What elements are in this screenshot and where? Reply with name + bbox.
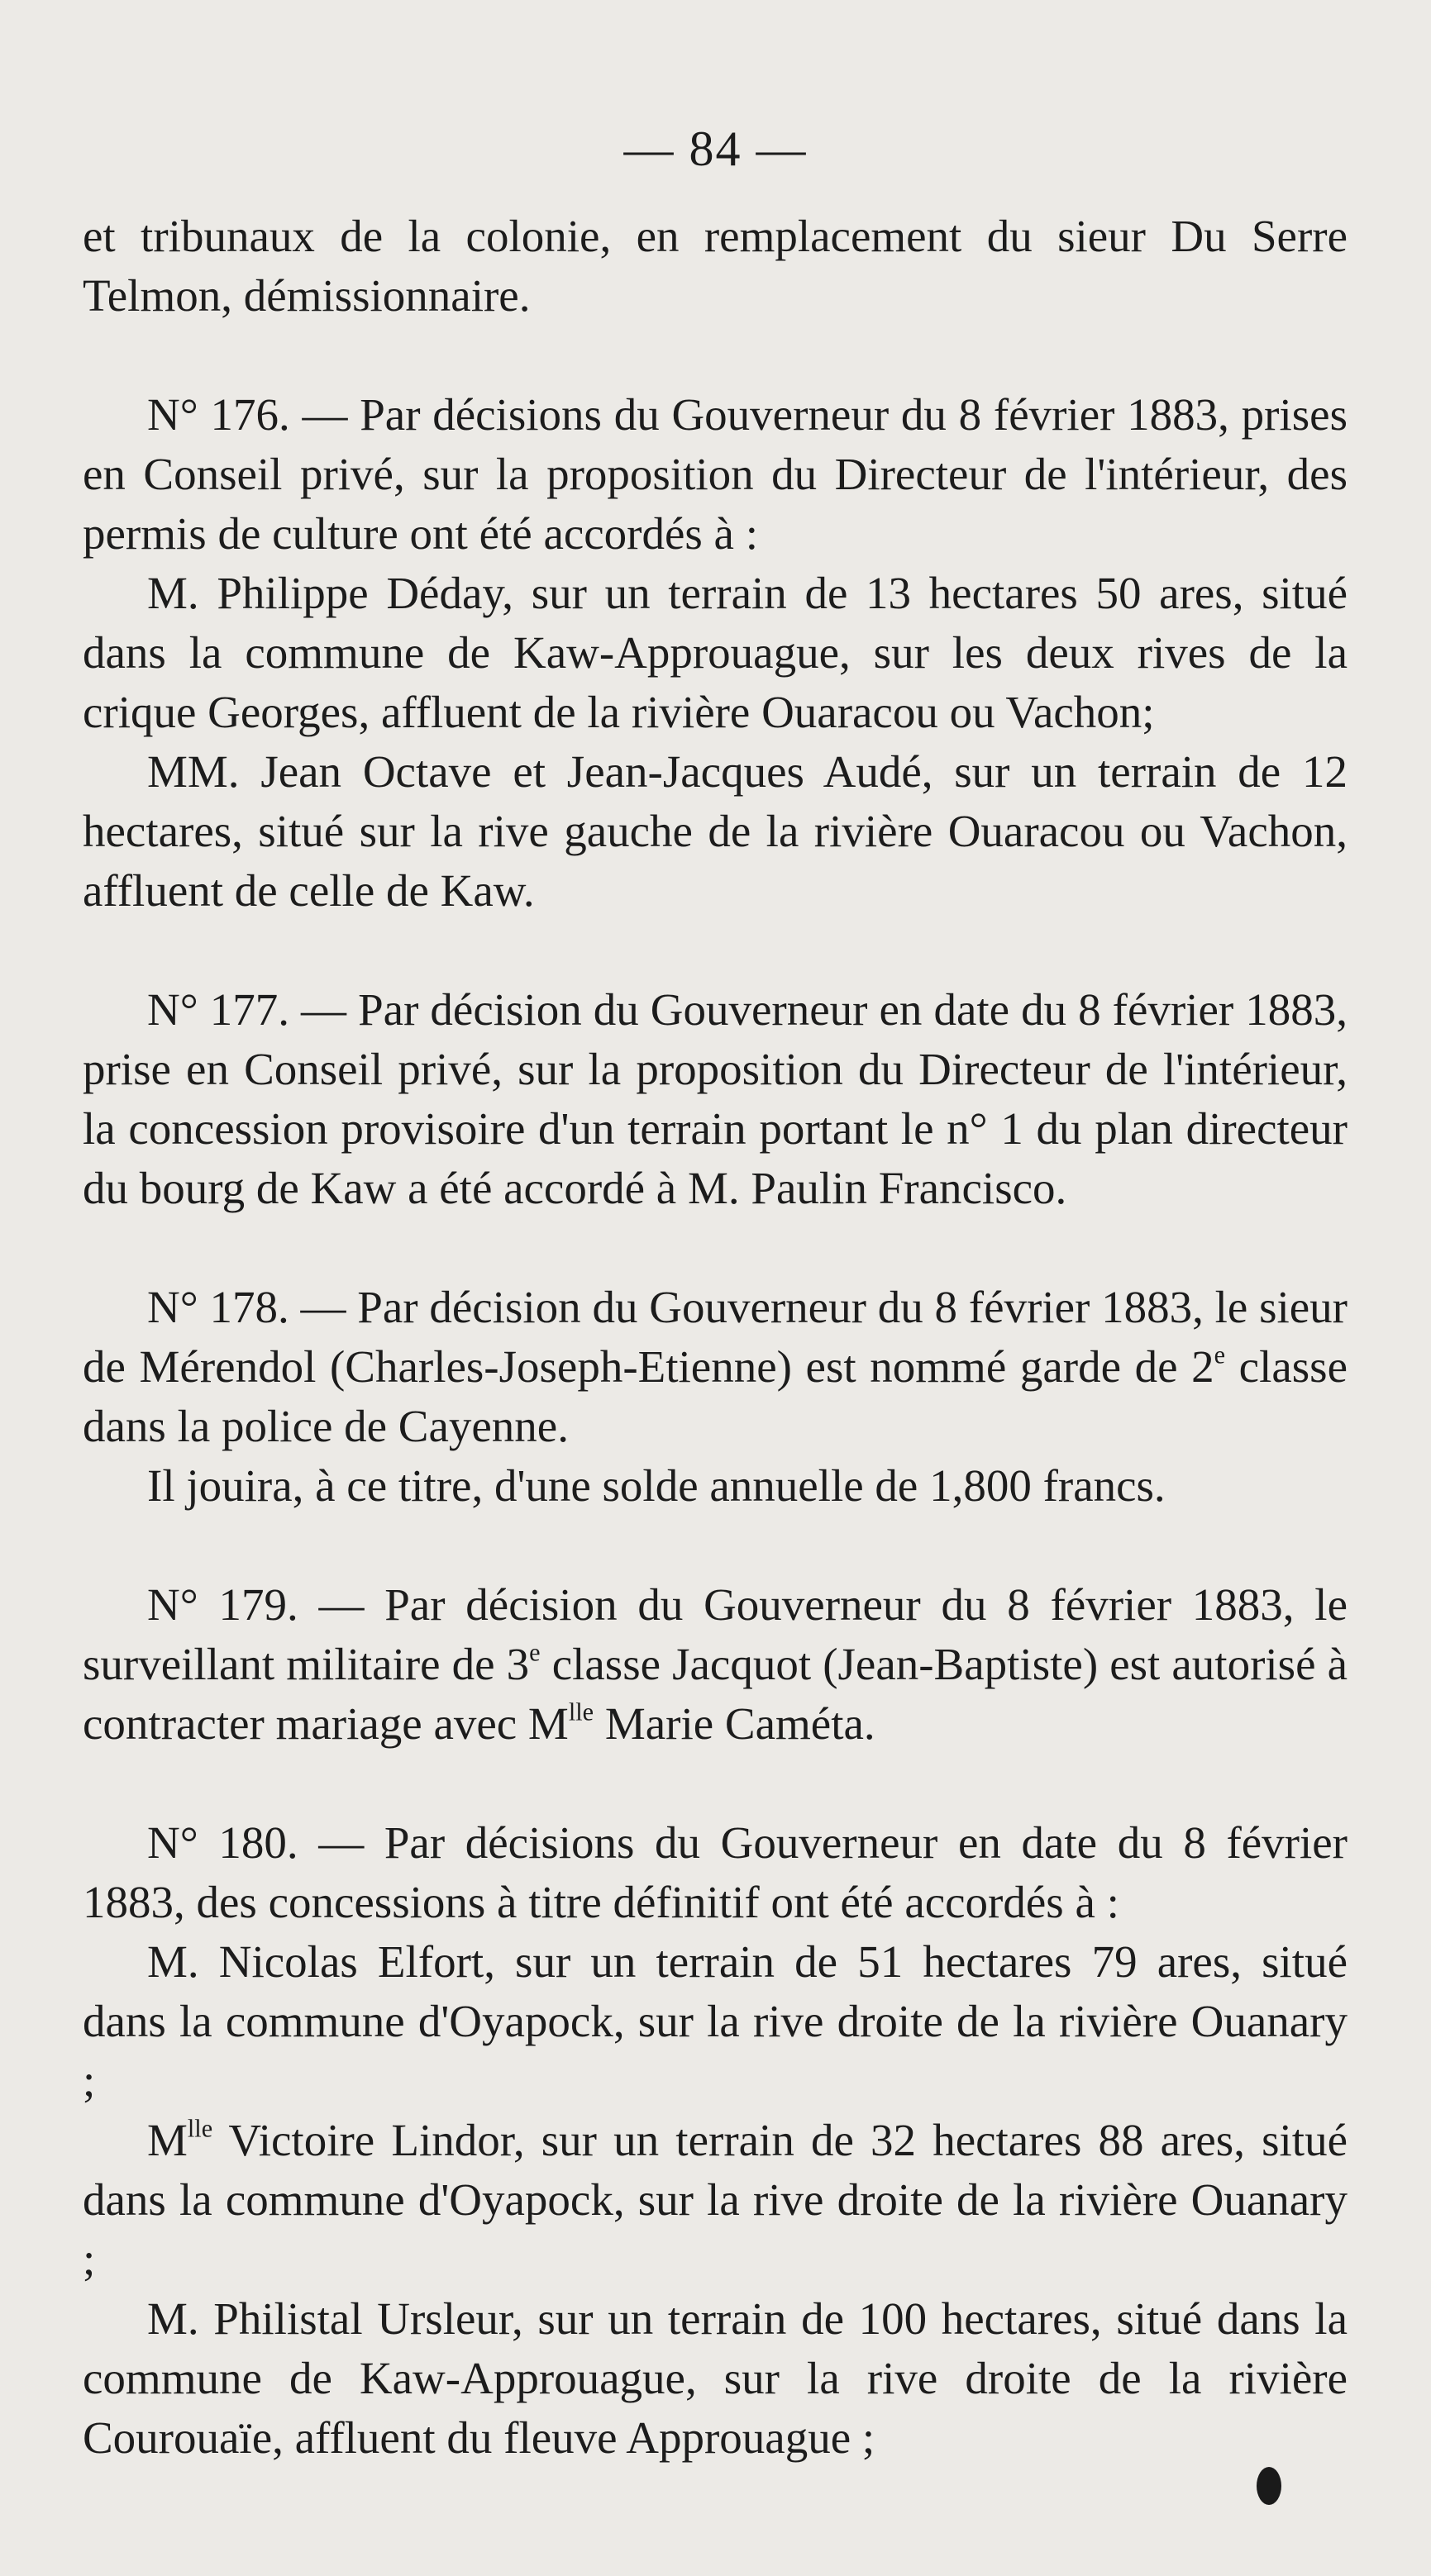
decision-179-text: N° 179. — Par décision du Gouverneur du 8 février 1883, le surveillant militaire de 3	[83, 1579, 1348, 1689]
decision-178-text: N° 178. — Par décision du Gouverneur du 8 février 1883, le sieur de Mérendol (Charles-Joseph-Etienne) est nommé garde de 2	[83, 1282, 1348, 1392]
ink-blot	[1257, 2467, 1281, 2505]
paragraph-permit-deday: M. Philippe Déday, sur un terrain de 13 hectares 50 ares, situé dans la commune de Kaw-Approuague, sur les deux rives de la crique Georges, affluent de la rivière Ouaracou ou Vachon;	[83, 568, 1348, 737]
title-superscript: lle	[187, 2114, 213, 2143]
paragraph-decision-178	[83, 1278, 1348, 1456]
page-number: — 84 —	[623, 121, 808, 176]
lindor-text: Victoire Lindor, sur un terrain de 32 hectares 88 ares, situé dans la commune d'Oyapock, sur la rive droite de la rivière Ouanary ;	[83, 2115, 1348, 2284]
paragraph-decision-177: N° 177. — Par décision du Gouverneur en date du 8 février 1883, prise en Conseil privé, sur la proposition du Directeur de l'intérieur, la concession provisoire d'un terrain portant le n° 1 du plan directeur du bourg de Kaw a été accordé à M. Paulin Francisco.	[83, 984, 1348, 1213]
lindor-title: M	[147, 2115, 188, 2165]
ordinal-superscript: e	[529, 1638, 541, 1667]
paragraph-decision-180: N° 180. — Par décisions du Gouverneur en date du 8 février 1883, des concessions à titre définitif ont été accordés à :	[83, 1817, 1348, 1927]
decision-178-text-end: classe dans la police de Cayenne.	[83, 1341, 1348, 1451]
body-text	[83, 207, 1348, 2468]
title-superscript: lle	[568, 1697, 594, 1726]
ordinal-superscript: e	[1214, 1340, 1226, 1369]
paragraph-continuation: et tribunaux de la colonie, en remplacement du sieur Du Serre Telmon, démissionnaire.	[83, 211, 1348, 321]
paragraph-concession-elfort: M. Nicolas Elfort, sur un terrain de 51 hectares 79 ares, situé dans la commune d'Oyapock, sur la rive droite de la rivière Ouanary ;	[83, 1936, 1348, 2106]
paragraph-solde: Il jouira, à ce titre, d'une solde annuelle de 1,800 francs.	[147, 1460, 1166, 1511]
paragraph-concession-lindor	[83, 2111, 1348, 2289]
paragraph-concession-ursleur: M. Philistal Ursleur, sur un terrain de 100 hectares, situé dans la commune de Kaw-Approuague, sur la rive droite de la rivière Courouaïe, affluent du fleuve Approuague ;	[83, 2293, 1348, 2463]
paragraph-decision-179	[83, 1575, 1348, 1754]
decision-179-text-mid: classe Jacquot (Jean-Baptiste) est autorisé à contracter mariage avec M	[83, 1639, 1348, 1749]
paragraph-permit-aude: MM. Jean Octave et Jean-Jacques Audé, sur un terrain de 12 hectares, situé sur la rive gauche de la rivière Ouaracou ou Vachon, affluent de celle de Kaw.	[83, 746, 1348, 916]
decision-179-text-end: Marie Caméta.	[594, 1698, 875, 1749]
paragraph-decision-176: N° 176. — Par décisions du Gouverneur du 8 février 1883, prises en Conseil privé, sur la proposition du Directeur de l'intérieur, des permis de culture ont été accordés à :	[83, 389, 1348, 559]
